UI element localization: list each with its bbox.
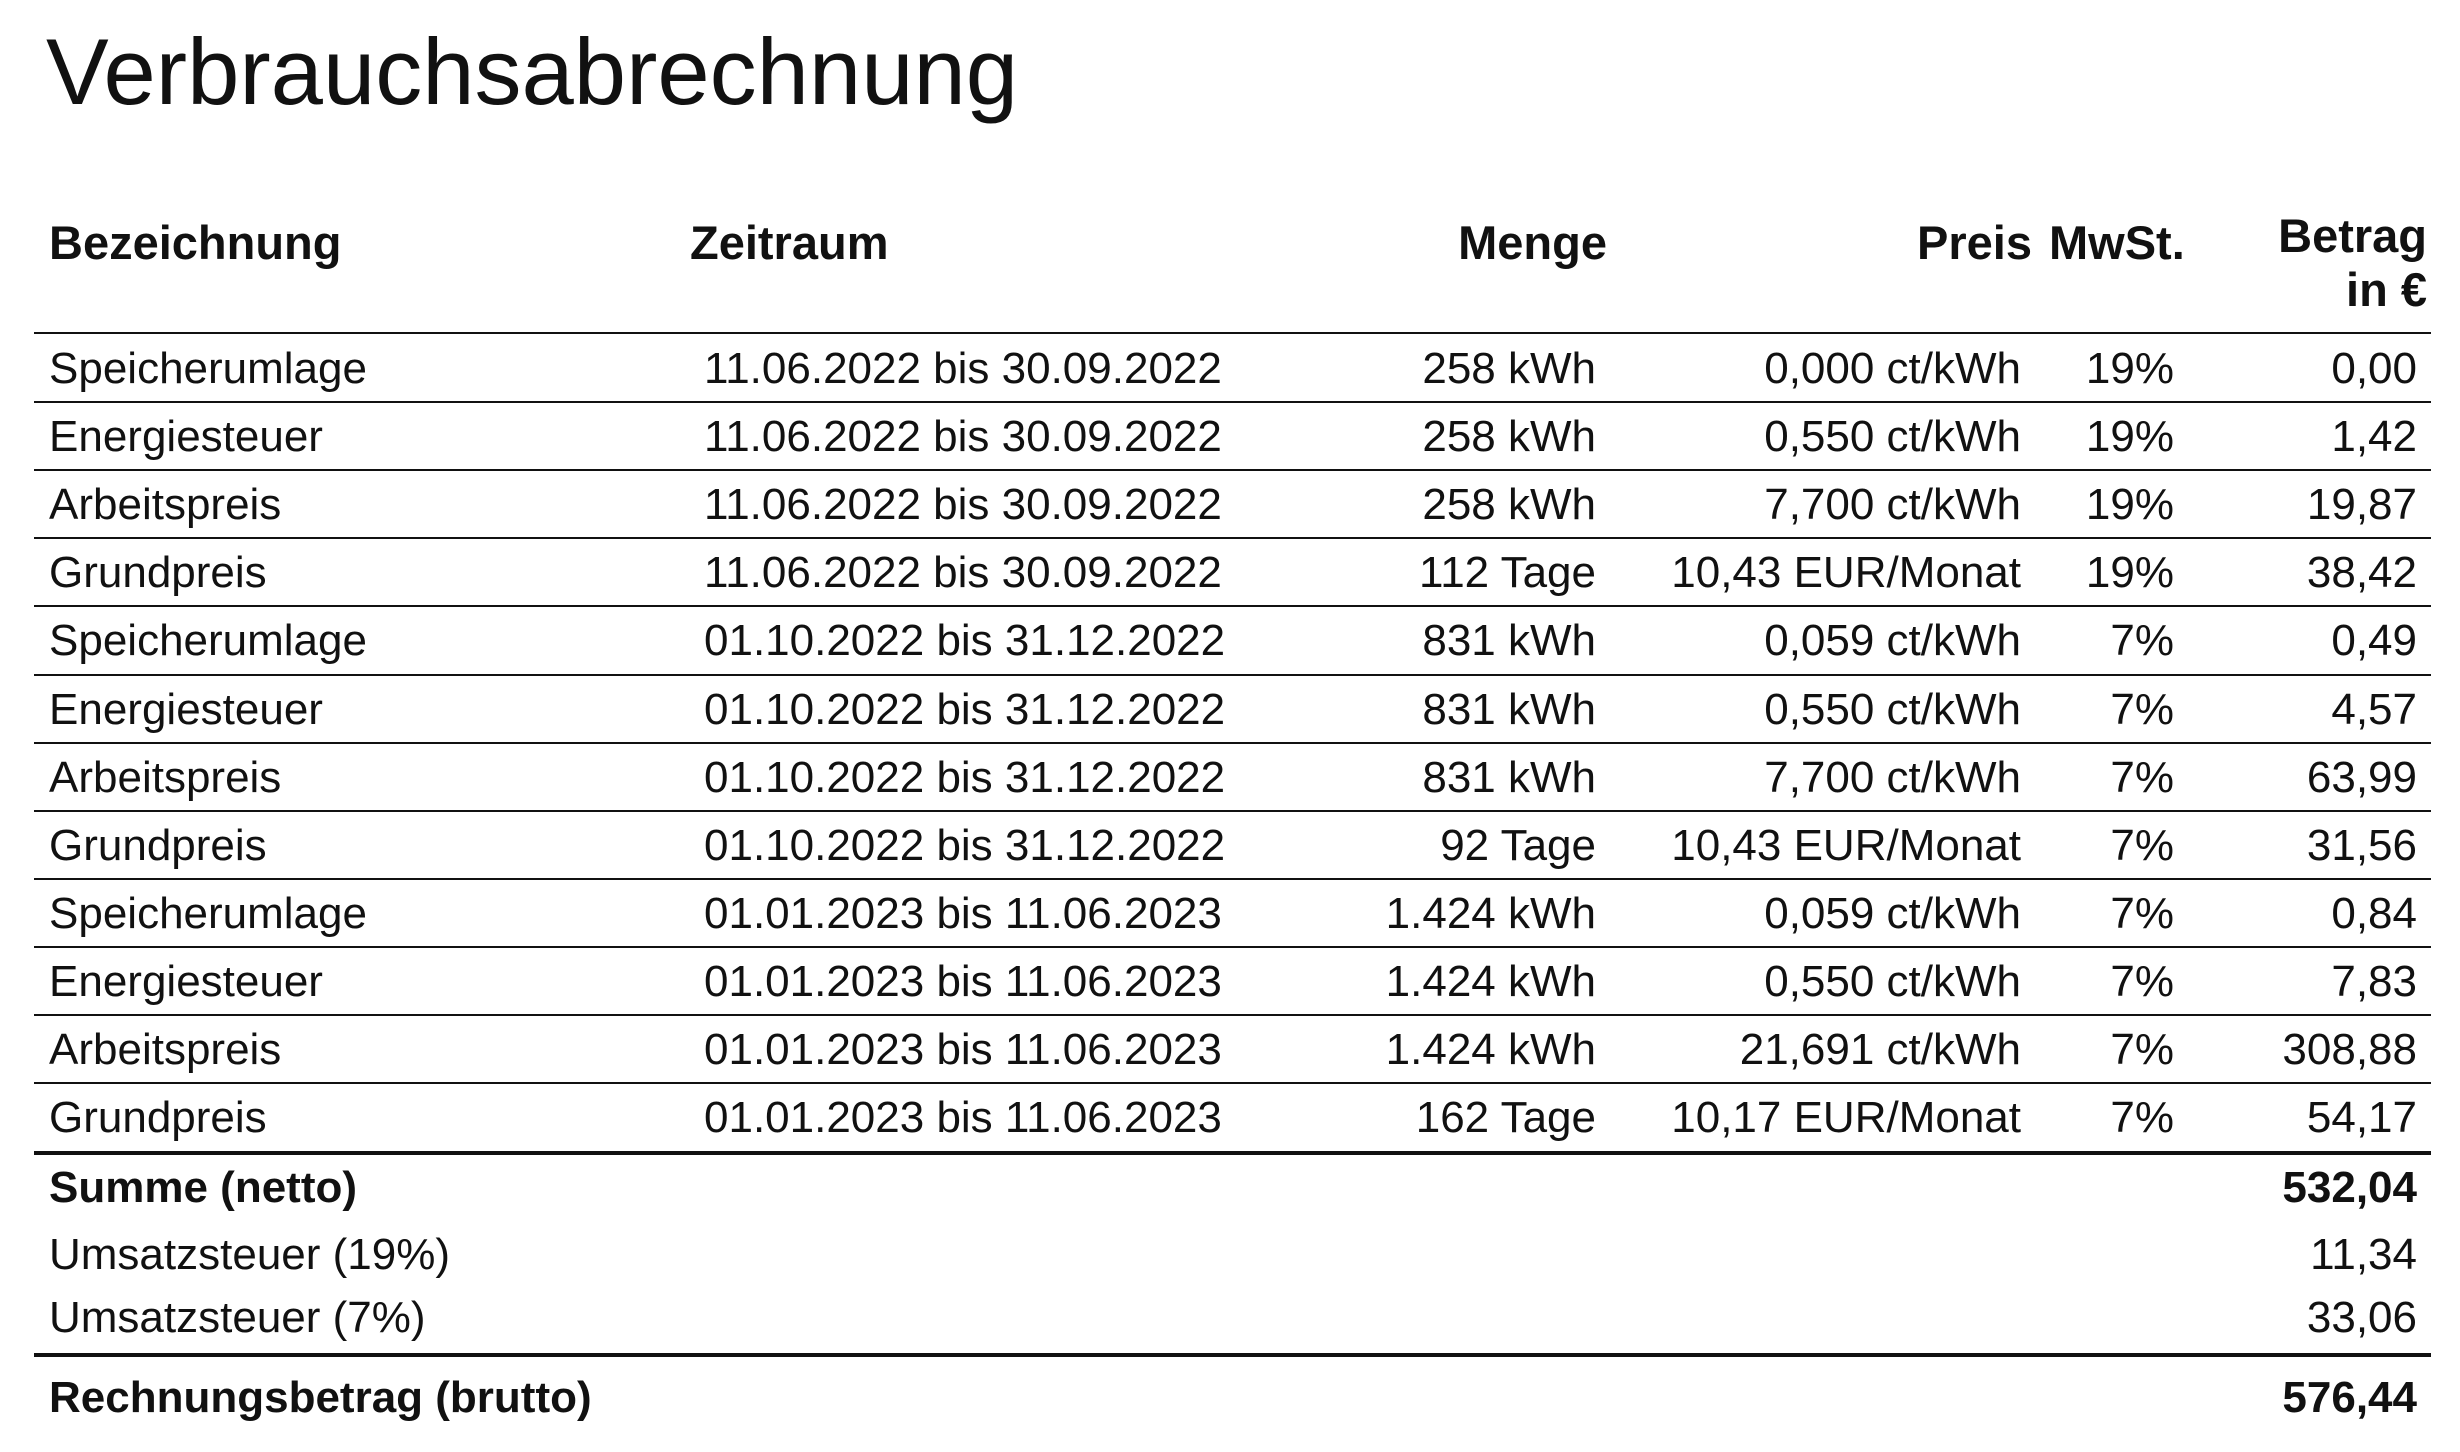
- table-row: [34, 538, 2431, 606]
- table-row: [34, 402, 2431, 470]
- cell-zeitraum: 01.01.2023 bis 11.06.2023: [704, 888, 1222, 938]
- header-betrag-line2: in €: [2346, 263, 2427, 316]
- cell-menge: 258 kWh: [1422, 480, 1596, 530]
- ust19-label: Umsatzsteuer (19%): [49, 1230, 451, 1279]
- header-preis: Preis: [1917, 216, 2032, 269]
- ust19-value: 11,34: [2310, 1230, 2417, 1279]
- cell-mwst: 7%: [2110, 820, 2174, 870]
- cell-zeitraum: 01.01.2023 bis 11.06.2023: [704, 1093, 1222, 1143]
- table-row: [34, 811, 2431, 879]
- table-row: [34, 675, 2431, 743]
- table-row: [34, 606, 2431, 674]
- cell-zeitraum: 01.10.2022 bis 31.12.2022: [704, 684, 1226, 734]
- cell-bezeichnung: Energiesteuer: [49, 684, 323, 734]
- summary-netto-row: [34, 1153, 2431, 1221]
- table-row: [34, 947, 2431, 1015]
- table-row: [34, 1015, 2431, 1083]
- cell-betrag: 63,99: [2306, 752, 2417, 802]
- cell-betrag: 19,87: [2306, 480, 2417, 530]
- brutto-value: 576,44: [2282, 1373, 2417, 1422]
- cell-zeitraum: 11.06.2022 bis 30.09.2022: [704, 480, 1222, 530]
- cell-preis: 0,059 ct/kWh: [1764, 616, 2021, 666]
- cell-betrag: 0,84: [2331, 888, 2417, 938]
- cell-zeitraum: 11.06.2022 bis 30.09.2022: [704, 412, 1222, 462]
- cell-preis: 10,43 EUR/Monat: [1671, 820, 2021, 870]
- table-row: [34, 334, 2431, 402]
- cell-bezeichnung: Arbeitspreis: [49, 480, 282, 530]
- cell-betrag: 31,56: [2306, 820, 2417, 870]
- cell-betrag: 0,49: [2331, 616, 2417, 666]
- netto-value: 532,04: [2282, 1163, 2417, 1212]
- cell-mwst: 19%: [2085, 548, 2174, 598]
- ust7-label: Umsatzsteuer (7%): [49, 1293, 426, 1342]
- cell-mwst: 7%: [2110, 684, 2174, 734]
- summary-brutto-row: [34, 1363, 2431, 1431]
- cell-zeitraum: 01.01.2023 bis 11.06.2023: [704, 1025, 1222, 1074]
- cell-bezeichnung: Energiesteuer: [49, 956, 323, 1006]
- summary-ust7-row: [34, 1283, 2431, 1351]
- netto-label: Summe (netto): [49, 1163, 357, 1212]
- cell-mwst: 19%: [2085, 480, 2174, 530]
- cell-menge: 1.424 kWh: [1385, 888, 1596, 938]
- cell-preis: 7,700 ct/kWh: [1764, 480, 2021, 530]
- header-mwst: MwSt.: [2049, 216, 2185, 269]
- cell-menge: 258 kWh: [1422, 344, 1596, 393]
- summary-ust19-row: [34, 1220, 2431, 1288]
- cell-zeitraum: 01.01.2023 bis 11.06.2023: [704, 956, 1222, 1006]
- cell-betrag: 0,00: [2331, 344, 2417, 393]
- cell-bezeichnung: Arbeitspreis: [49, 752, 282, 802]
- cell-preis: 0,000 ct/kWh: [1764, 344, 2021, 393]
- cell-menge: 831 kWh: [1422, 752, 1596, 802]
- cell-mwst: 7%: [2110, 1093, 2174, 1143]
- cell-betrag: 7,83: [2331, 956, 2417, 1006]
- cell-mwst: 7%: [2110, 1025, 2174, 1074]
- cell-mwst: 19%: [2085, 412, 2174, 462]
- table-row: [34, 879, 2431, 947]
- header-bezeichnung: Bezeichnung: [49, 216, 342, 269]
- table-row: [34, 470, 2431, 538]
- cell-bezeichnung: Speicherumlage: [49, 616, 367, 666]
- cell-preis: 21,691 ct/kWh: [1739, 1025, 2021, 1074]
- cell-bezeichnung: Grundpreis: [49, 548, 267, 598]
- cell-mwst: 7%: [2110, 752, 2174, 802]
- cell-zeitraum: 11.06.2022 bis 30.09.2022: [704, 548, 1222, 598]
- cell-bezeichnung: Speicherumlage: [49, 888, 367, 938]
- cell-menge: 162 Tage: [1415, 1093, 1596, 1143]
- cell-menge: 258 kWh: [1422, 412, 1596, 462]
- cell-bezeichnung: Arbeitspreis: [49, 1025, 282, 1074]
- page-title: Verbrauchsabrechnung: [46, 19, 1019, 124]
- cell-preis: 7,700 ct/kWh: [1764, 752, 2021, 802]
- cell-mwst: 7%: [2110, 888, 2174, 938]
- cell-menge: 831 kWh: [1422, 684, 1596, 734]
- cell-mwst: 19%: [2085, 344, 2174, 393]
- cell-zeitraum: 11.06.2022 bis 30.09.2022: [704, 344, 1222, 393]
- header-zeitraum: Zeitraum: [690, 216, 889, 269]
- table-row: [34, 1083, 2431, 1151]
- cell-menge: 1.424 kWh: [1385, 956, 1596, 1006]
- cell-preis: 0,550 ct/kWh: [1764, 956, 2021, 1006]
- cell-zeitraum: 01.10.2022 bis 31.12.2022: [704, 820, 1226, 870]
- cell-bezeichnung: Grundpreis: [49, 820, 267, 870]
- cell-menge: 831 kWh: [1422, 616, 1596, 666]
- cell-menge: 112 Tage: [1419, 548, 1596, 598]
- total-divider: [34, 1353, 2431, 1357]
- cell-zeitraum: 01.10.2022 bis 31.12.2022: [704, 752, 1226, 802]
- cell-preis: 10,17 EUR/Monat: [1671, 1093, 2021, 1143]
- cell-mwst: 7%: [2110, 616, 2174, 666]
- cell-betrag: 308,88: [2282, 1025, 2417, 1074]
- cell-menge: 1.424 kWh: [1385, 1025, 1596, 1074]
- cell-betrag: 1,42: [2331, 412, 2417, 462]
- cell-betrag: 4,57: [2331, 684, 2417, 734]
- cell-menge: 92 Tage: [1440, 820, 1596, 870]
- cell-bezeichnung: Grundpreis: [49, 1093, 267, 1143]
- cell-betrag: 54,17: [2306, 1093, 2417, 1143]
- cell-bezeichnung: Energiesteuer: [49, 412, 323, 462]
- ust7-value: 33,06: [2306, 1293, 2417, 1342]
- header-betrag-line1: Betrag: [2278, 209, 2427, 262]
- cell-preis: 0,550 ct/kWh: [1764, 412, 2021, 462]
- brutto-label: Rechnungsbetrag (brutto): [49, 1373, 592, 1422]
- cell-preis: 10,43 EUR/Monat: [1671, 548, 2021, 598]
- header-betrag: [2278, 209, 2427, 317]
- cell-preis: 0,059 ct/kWh: [1764, 888, 2021, 938]
- cell-mwst: 7%: [2110, 956, 2174, 1006]
- header-menge: Menge: [1458, 216, 1607, 269]
- cell-betrag: 38,42: [2306, 548, 2417, 598]
- cell-bezeichnung: Speicherumlage: [49, 344, 367, 393]
- cell-preis: 0,550 ct/kWh: [1764, 684, 2021, 734]
- table-row: [34, 743, 2431, 811]
- cell-zeitraum: 01.10.2022 bis 31.12.2022: [704, 616, 1226, 666]
